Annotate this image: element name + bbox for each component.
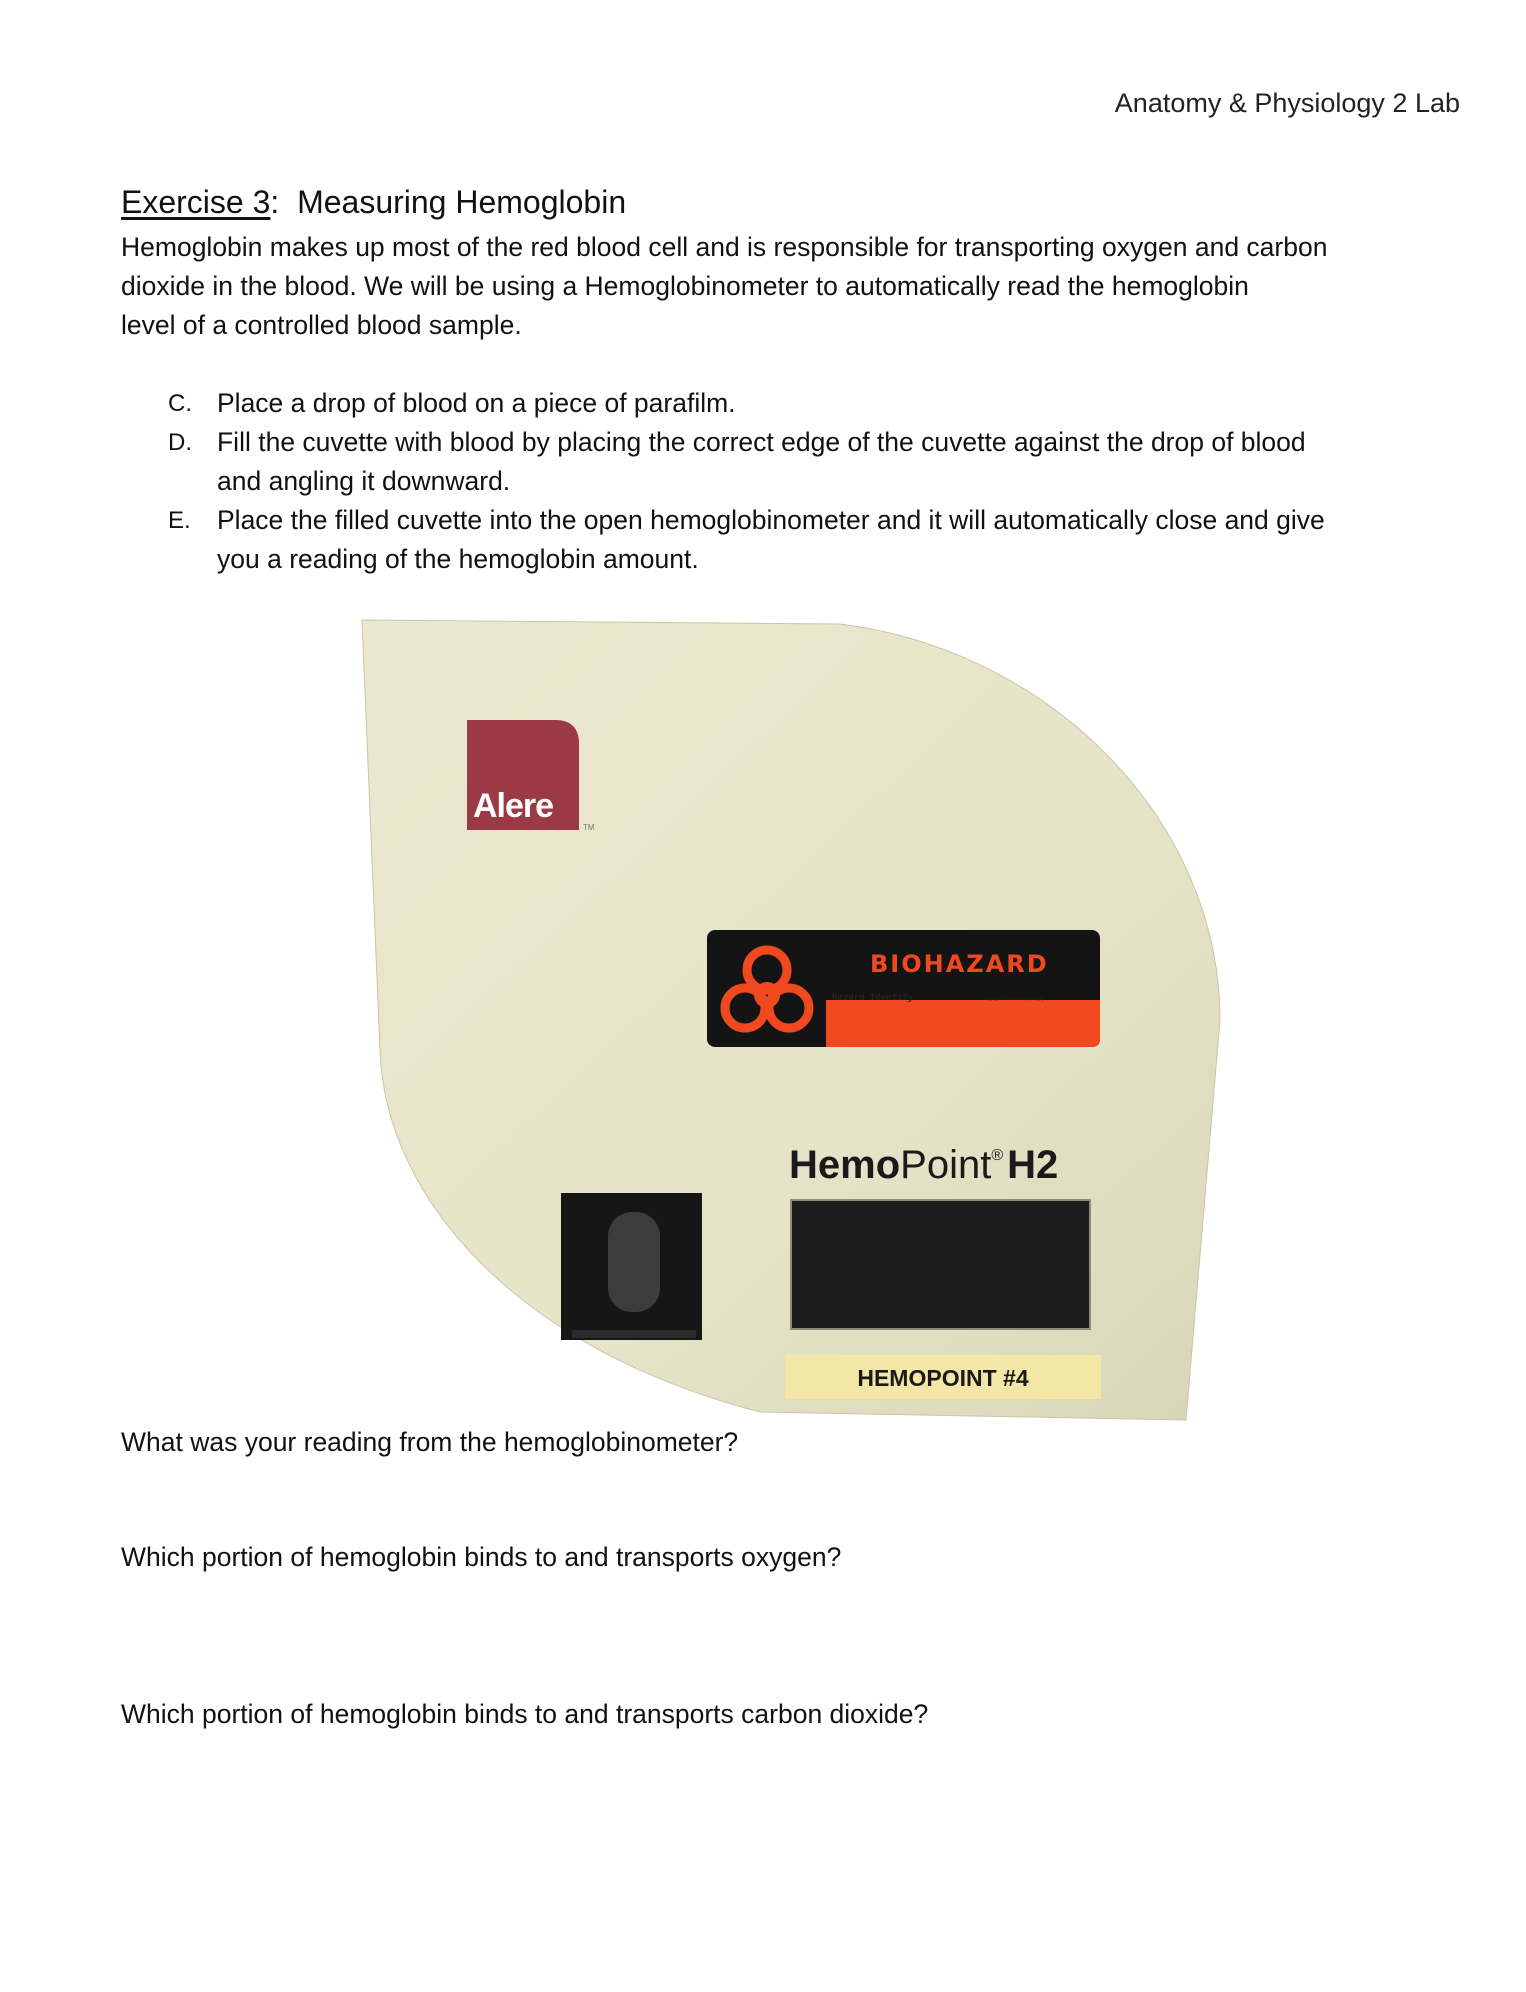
intro-line: dioxide in the blood. We will be using a Hemoglobinometer to automatically read the hemoglobin [121, 271, 1249, 301]
course-header: Anatomy & Physiology 2 Lab [1114, 88, 1460, 118]
intro-line: Hemoglobin makes up most of the red blood cell and is responsible for transporting oxygen and carbon [121, 232, 1328, 262]
step-text: Place the filled cuvette into the open hemoglobinometer and it will automatically close and give [217, 505, 1325, 535]
svg-text:Hazard Identity: Hazard Identity [832, 993, 914, 1003]
question-2: Which portion of hemoglobin binds to and transports oxygen? [121, 1542, 842, 1572]
step-text: you a reading of the hemoglobin amount. [217, 544, 699, 574]
alere-logo [467, 720, 595, 832]
svg-text:Alere: Alere [473, 787, 554, 825]
svg-text:BIOHAZARD: BIOHAZARD [870, 950, 1049, 978]
step-letter: D. [168, 429, 192, 456]
exercise-label: Exercise 3 [121, 184, 271, 220]
step-letter: E. [168, 507, 191, 534]
svg-text:Copyright 1979 Lab Safety Supp: Copyright 1979 Lab Safety Supply [983, 996, 1044, 1001]
step-text: Fill the cuvette with blood by placing the correct edge of the cuvette against the drop of blood [217, 427, 1306, 457]
device-name: HemoPoint® H2 [789, 1143, 1059, 1187]
exercise-heading: Measuring Hemoglobin [297, 184, 627, 220]
step-text: Place a drop of blood on a piece of parafilm. [217, 388, 736, 418]
intro-line: level of a controlled blood sample. [121, 310, 522, 340]
cuvette-slot [561, 1193, 702, 1340]
question-1: What was your reading from the hemoglobinometer? [121, 1427, 739, 1457]
question-3: Which portion of hemoglobin binds to and transports carbon dioxide? [121, 1699, 929, 1729]
title-colon: : [270, 184, 280, 220]
biohazard-label [707, 930, 1100, 1047]
step-text: and angling it downward. [217, 466, 511, 496]
step-letter: C. [168, 390, 192, 417]
svg-text:TM: TM [583, 823, 595, 832]
display-screen [791, 1200, 1090, 1329]
device-tag-text: HEMOPOINT #4 [857, 1365, 1029, 1391]
